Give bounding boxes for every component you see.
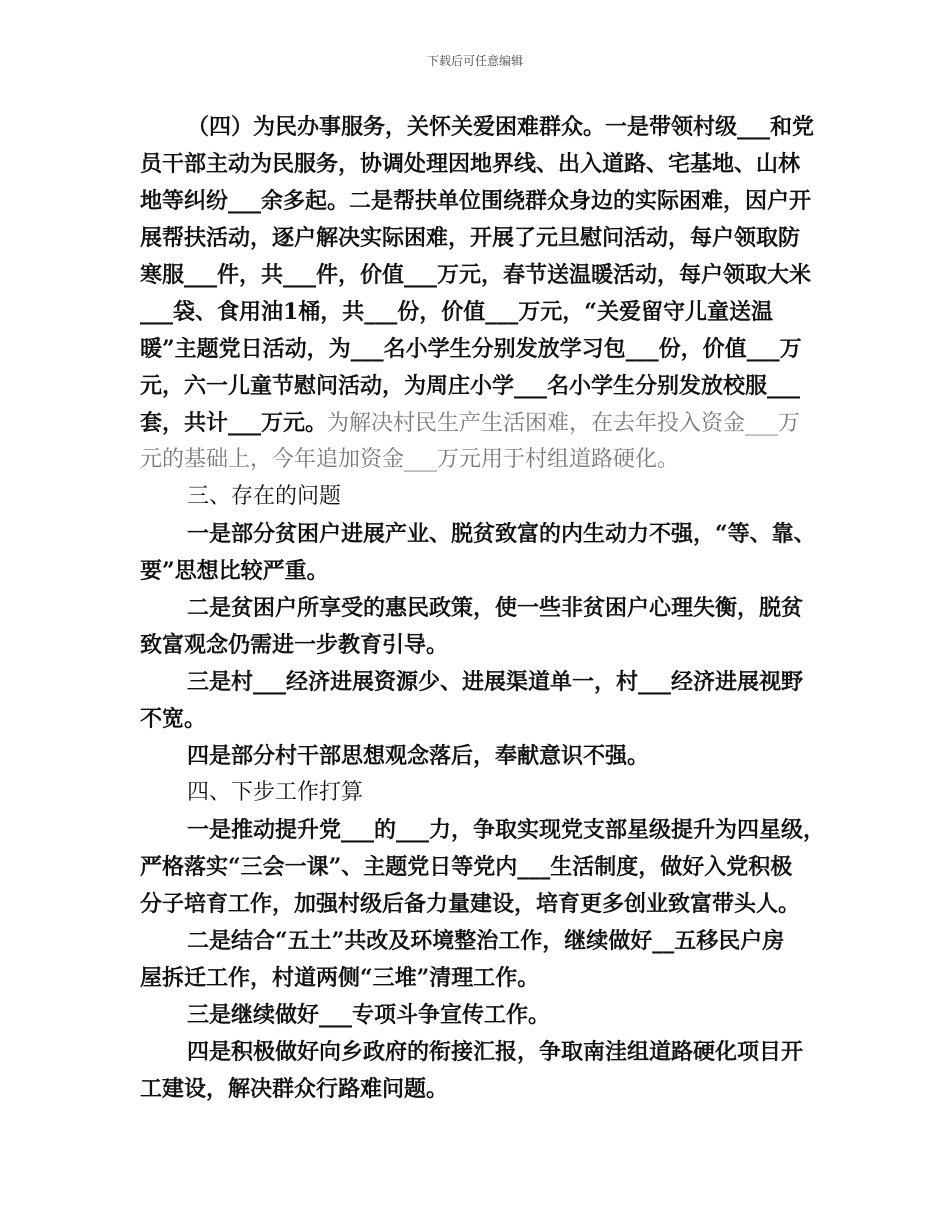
text-line: 寒服___件，共___件，价值___万元，春节送温暖活动，每户领取大米 <box>140 262 812 288</box>
text-line: 三是村___经济进展资源少、进展渠道单一，村___经济进展视野 <box>187 669 804 695</box>
text-line: 套，共计___万元。为解决村民生产生活困难，在去年投入资金___万 <box>140 410 801 436</box>
text-line: 四是部分村干部思想观念落后，奉献意识不强。 <box>187 743 650 769</box>
text-line: 屋拆迁工作，村道两侧“三堆”清理工作。 <box>140 965 540 991</box>
text-line: 二是贫困户所享受的惠民政策，使一些非贫困户心理失衡，脱贫 <box>187 595 804 621</box>
text-line: 暖”主题党日活动，为___名小学生分别发放学习包___份，价值___万 <box>140 336 802 362</box>
section-heading: 三、存在的问题 <box>187 484 342 509</box>
text-line: （四）为民办事服务，关怀关爱困难群众。一是带领村级___和党 <box>187 114 815 140</box>
text-line: 不宽。 <box>140 706 207 732</box>
text-line: 元的基础上，今年追加资金___万元用于村组道路硬化。 <box>140 447 680 472</box>
text-line: ___袋、食用油1桶，共___份，价值___万元，“关爱留守儿童送温 <box>140 299 773 325</box>
text-line: 四是积极做好向乡政府的衔接汇报，争取南洼组道路硬化项目开 <box>187 1039 804 1065</box>
text-line: 三是继续做好___专项斗争宣传工作。 <box>187 1002 551 1028</box>
text-line: 员干部主动为民服务，协调处理因地界线、出入道路、宅基地、山林 <box>140 151 801 177</box>
text-line: 地等纠纷___余多起。二是帮扶单位围绕群众身边的实际困难，因户开 <box>140 188 812 214</box>
page-header: 下载后可任意编辑 <box>426 54 523 68</box>
text-line: 一是部分贫困户进展产业、脱贫致富的内生动力不强，“等、靠、 <box>187 521 816 547</box>
text-line: 致富观念仍需进一步教育引导。 <box>140 632 449 658</box>
text-line: 二是结合“五土”共改及环境整治工作，继续做好__五移民户房 <box>187 928 785 954</box>
text-line: 严格落实“三会一课”、主题党日等党内___生活制度，做好入党积极 <box>140 854 793 880</box>
text-line: 分子培育工作，加强村级后备力量建设，培育更多创业致富带头人。 <box>140 891 801 917</box>
text-line: 展帮扶活动，逐户解决实际困难，开展了元旦慰问活动，每户领取防 <box>140 225 801 251</box>
text-line: 元，六一儿童节慰问活动，为周庄小学___名小学生分别发放校服___ <box>140 373 801 399</box>
text-line: 一是推动提升党___的___力，争取实现党支部星级提升为四星级， <box>187 817 826 843</box>
text-line: 工建设，解决群众行路难问题。 <box>140 1076 449 1102</box>
text-line: 要”思想比较严重。 <box>140 558 329 584</box>
section-heading: 四、下步工作打算 <box>187 780 364 805</box>
